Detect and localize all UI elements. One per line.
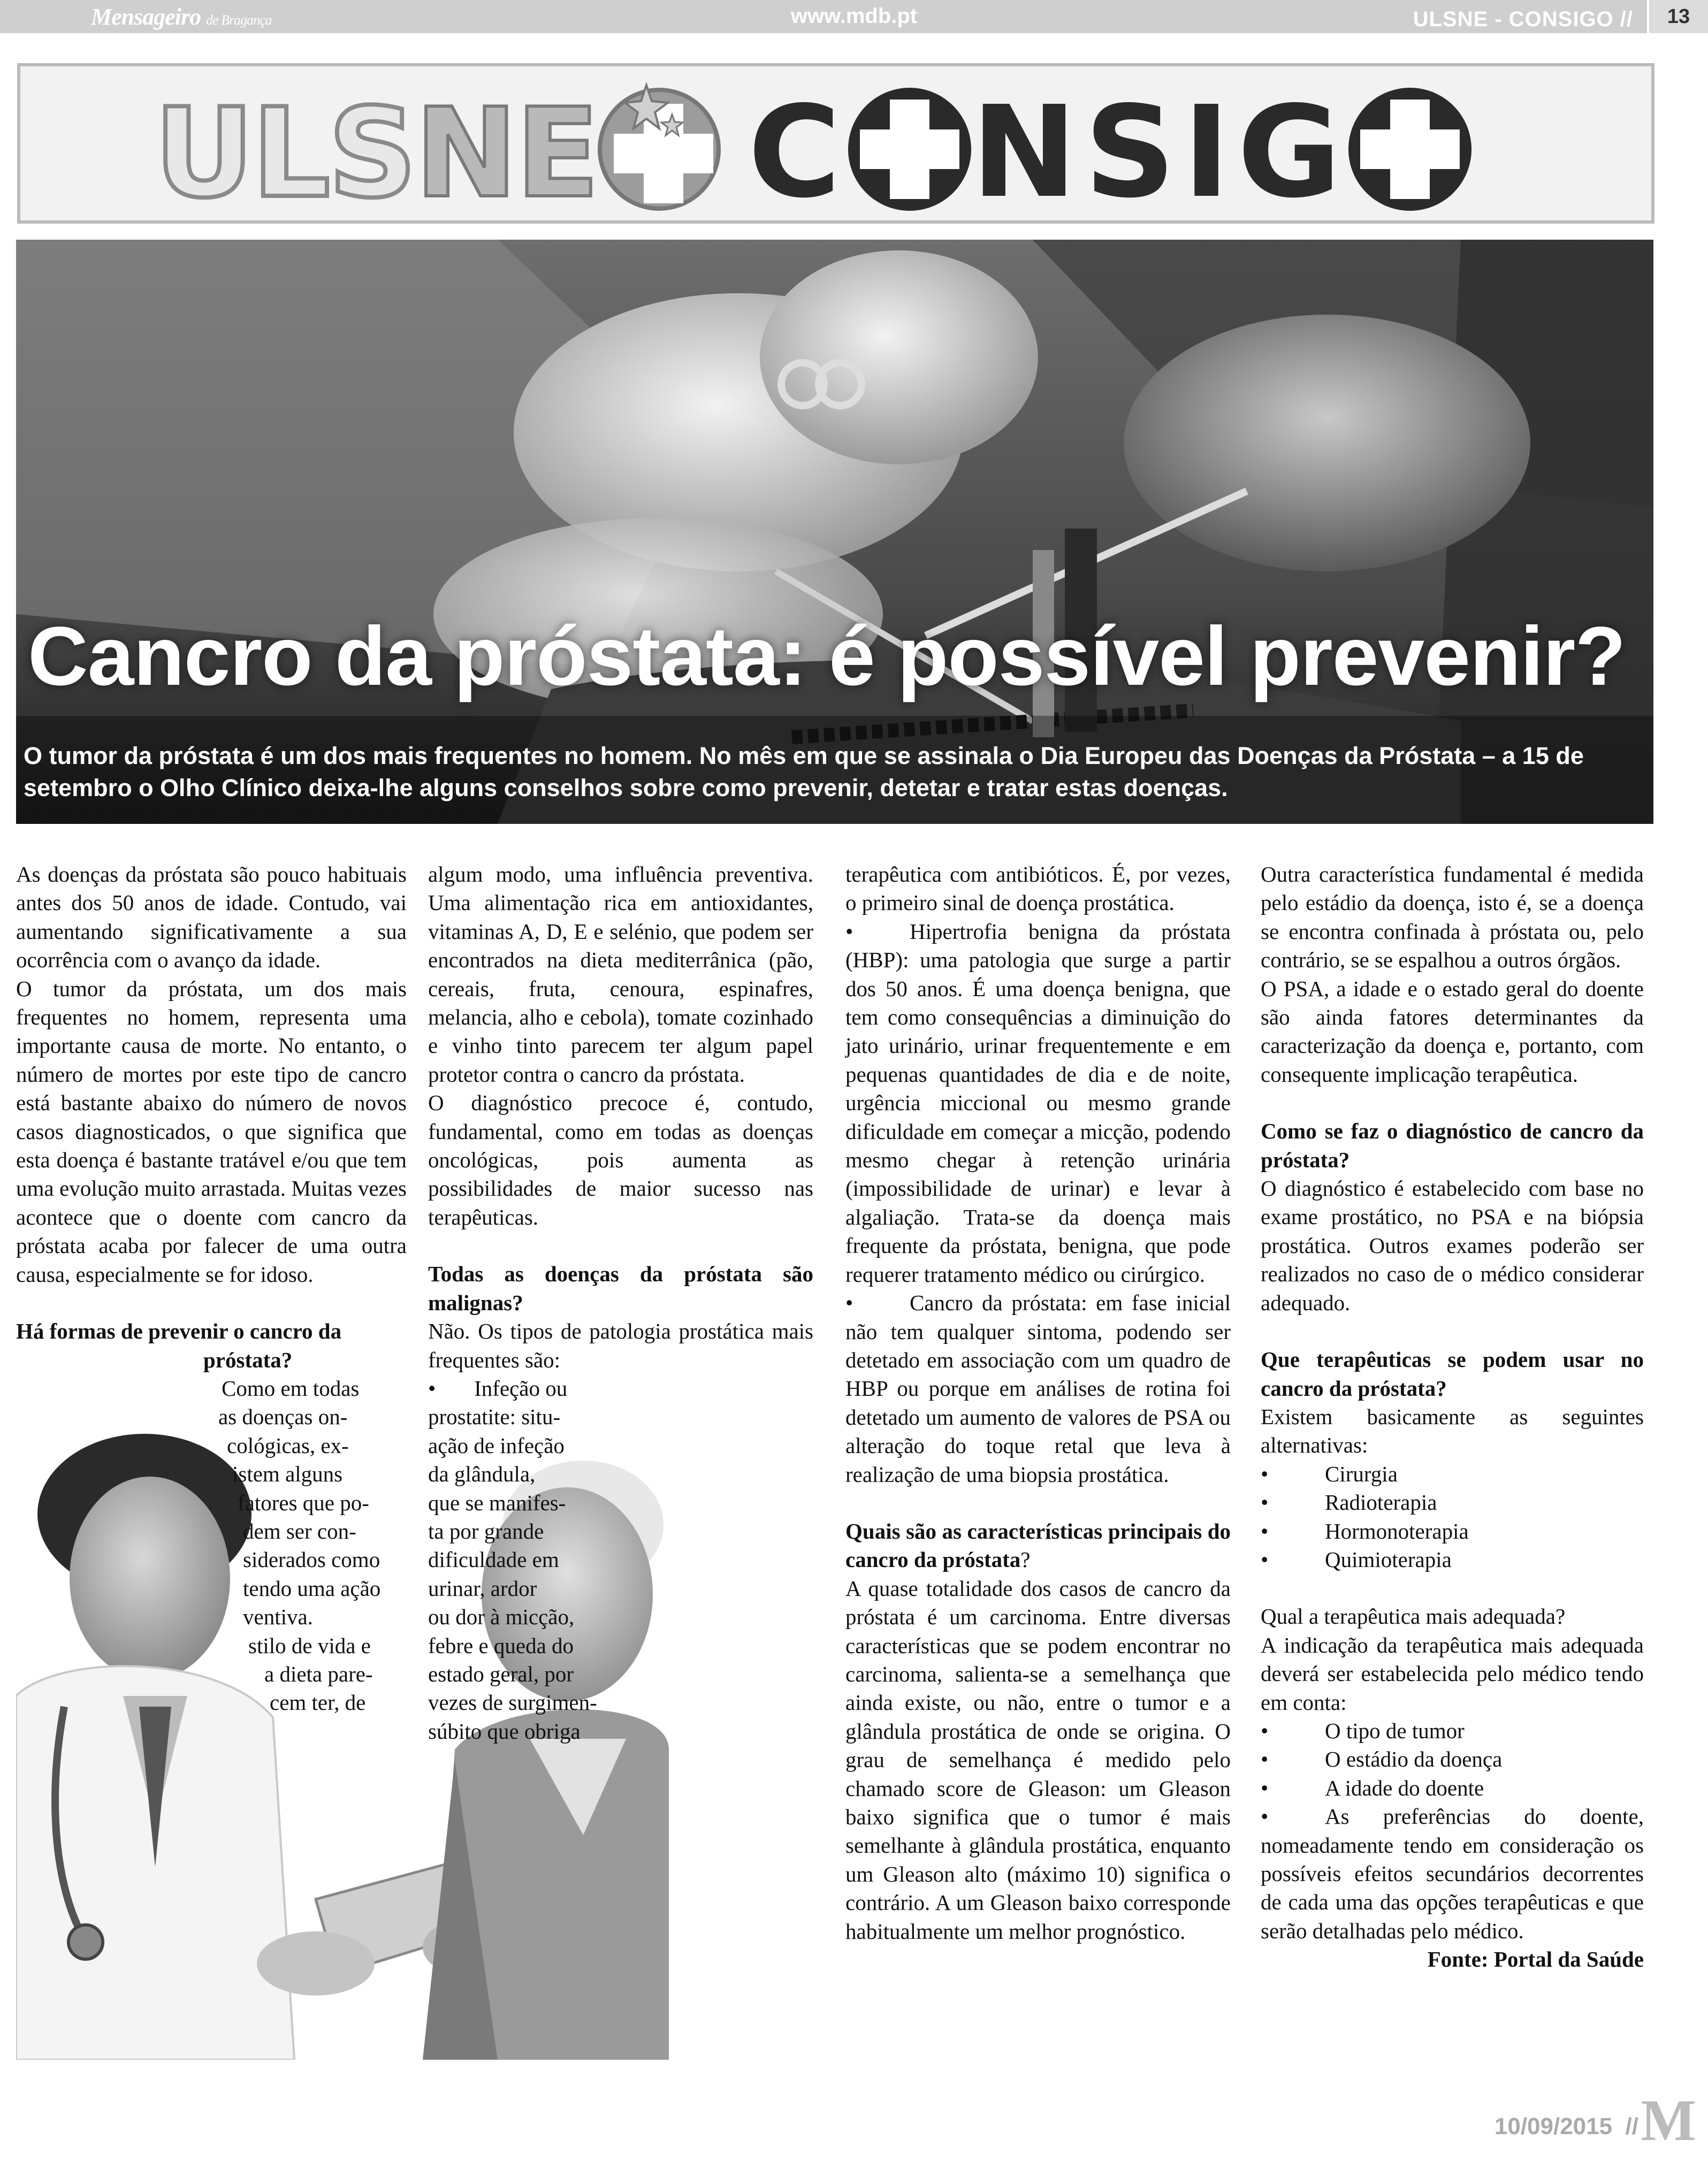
bullet-paragraph: • Hipertrofia benigna da próstata (HBP): uma patologia que surge a partir dos 50 anos. É uma doença benigna, que tem como consequências a diminuição do jato urinário, urinar frequentemente e em pequenas quantidades de dia e de noite, urgência miccional ou mesmo grande dificuldade em começar a micção, podendo mesmo chegar à retenção urinária (impossibilidade de urinar) e levar à algaliação. Trata-se da doença mais frequente da próstata, benigna, que pode requerer tratamento médico ou cirúrgico. — [845, 919, 1231, 1287]
paragraph: Outra característica fundamental é medida pelo estádio da doença, isto é, se a doença se encontra confinada à próstata ou, pelo contrário, se se espalhou a outros órgãos. — [1261, 862, 1644, 973]
paragraph: O diagnóstico é estabelecido com base no exame prostático, no PSA e na biópsia prostática. Outros exames poderão ser realizados no caso de o médico considerar adequado. — [1261, 1176, 1644, 1315]
subheading: Que terapêuticas se podem usar no cancro da próstata? — [1261, 1347, 1644, 1401]
newspaper-logo-letter: M — [1641, 2088, 1696, 2153]
column-1 — [16, 860, 407, 1717]
ulsne-logo: ULSNE — [154, 88, 721, 216]
surgery-photo — [16, 240, 1653, 824]
consigo-logo: C NSIG — [748, 88, 1471, 216]
list-item: • As preferências do doente, nomeadamente tendo em consideração os possíveis efeitos secundários decorrentes de cada uma das opções terapêuticas e que serão detalhadas pelo médico. — [1261, 1804, 1644, 1943]
paragraph: A quase totalidade dos casos de cancro da próstata é um carcinoma. Entre diversas características que se podem encontrar no carcinoma, salienta-se a semelhança que ainda existe, ou não, entre o tumor e a glândula prostática de onde se origina. O grau de semelhança é medido pelo chamado score de Gleason: um Gleason baixo significa que o tumor é mais semelhante à glândula prostática, enquanto um Gleason alto (máximo 10) significa o contrário. A um Gleason baixo corresponde habitualmente um melhor prognóstico. — [845, 1576, 1231, 1944]
criteria-list — [1261, 1717, 1644, 1802]
cross-icon — [848, 88, 971, 211]
issue-date: 10/09/2015 // — [1494, 2113, 1638, 2139]
website-url: www.mdb.pt — [790, 4, 918, 28]
bullet-paragraph: • Cancro da próstata: em fase inicial não tem qualquer sintoma, podendo ser detetado em associação com um quadro de HBP ou porque em análises de rotina foi detetado um aumento de valores de PSA ou alteração do toque retal que leva à realização de uma biopsia prostática. — [845, 1290, 1231, 1487]
article-headline: Cancro da próstata: é possível prevenir? — [28, 610, 1626, 703]
subheading: Quais são as características principais do cancro da próstata? — [845, 1518, 1231, 1572]
paragraph: terapêutica com antibióticos. É, por vezes, o primeiro sinal de doença prostática. — [845, 862, 1231, 915]
column-4 — [1261, 860, 1644, 1974]
page-number: 13 — [1647, 0, 1708, 33]
article-lead: O tumor da próstata é um dos mais frequentes no homem. No mês em que se assinala o Dia Europeu das Doenças da Próstata – a 15 de setembro o Olho Clínico deixa-lhe alguns conselhos sobre como prevenir, detetar e tratar estas doenças. — [24, 742, 1584, 801]
source-credit: Fonte: Portal da Saúde — [1427, 1947, 1644, 1972]
subheading: Todas as doenças da próstata são malignas? — [428, 1262, 813, 1315]
list-item: • O estádio da doença — [1261, 1745, 1644, 1774]
masthead — [17, 63, 1654, 224]
list-item: • O tipo de tumor — [1261, 1717, 1644, 1745]
top-bar — [0, 0, 1708, 33]
cross-icon — [1348, 88, 1471, 211]
paragraph: O PSA, a idade e o estado geral do doente são ainda fatores determinantes da caracterização da doença e, portanto, com consequente implicação terapêutica. — [1261, 976, 1644, 1087]
wrapped-bullet: • Infeção ou prostatite: situ- ação de infeção da glândula, que se manifes- ta por grande dificuldade em urinar, ardor ou dor à micção, febre e queda do estado geral, por vezes de surgimen- súbito que obriga — [428, 1375, 597, 1744]
list-item: • Hormonoterapia — [1261, 1517, 1644, 1546]
paragraph: As doenças da próstata são pouco habituais antes dos 50 anos de idade. Contudo, vai aumentando significativamente a sua ocorrência com o avanço da idade. — [16, 862, 407, 973]
list-item: • Cirurgia — [1261, 1460, 1644, 1488]
star-icon — [625, 82, 684, 141]
hero-image — [16, 240, 1653, 824]
list-item: • Quimioterapia — [1261, 1546, 1644, 1574]
newspaper-brand: Mensageiro de Bragança — [91, 4, 272, 30]
paragraph: algum modo, uma influência preventiva. Uma alimentação rica em antioxidantes, vitaminas A, D, E e selénio, que podem ser encontrados na dieta mediterrânica (pão, cereais, fruta, cenoura, espinafres, melancia, alho e cebola), tomate cozinhado e vinho tinto parecem ter algum papel protetor contra o cancro da próstata. — [428, 862, 813, 1087]
subheading: Há formas de prevenir o cancro da próstata? — [16, 1319, 342, 1372]
column-3 — [845, 860, 1231, 1946]
paragraph: O diagnóstico precoce é, contudo, fundamental, como em todas as doenças oncológicas, pois aumenta as possibilidades de maior sucesso nas terapêuticas. — [428, 1090, 813, 1229]
therapy-list — [1261, 1460, 1644, 1575]
wrapped-paragraph: Como em todas as doenças on- cológicas, ex- istem alguns fatores que po- dem ser con- siderados como tendo uma ação ventiva. stilo de vida e a dieta pare- cem ter, de — [218, 1375, 381, 1715]
paragraph: Existem basicamente as seguintes alternativas: — [1261, 1404, 1644, 1458]
column-2 — [428, 860, 813, 1746]
section-label: ULSNE - CONSIGO // — [1413, 7, 1633, 31]
paragraph: O tumor da próstata, um dos mais frequentes no homem, representa uma importante causa de morte. No entanto, o número de mortes por este tipo de cancro está bastante abaixo do número de novos casos diagnosticados, o que significa que esta doença é bastante tratável e/ou que tem uma evolução muito arrastada. Muitas vezes acontece que o doente com cancro da próstata acaba por falecer de uma outra causa, especialmente se for idoso. — [16, 976, 407, 1287]
paragraph: A indicação da terapêutica mais adequada deverá ser estabelecida pelo médico tendo em conta: — [1261, 1632, 1644, 1715]
question: Qual a terapêutica mais adequada? — [1261, 1604, 1566, 1629]
list-item: • A idade do doente — [1261, 1774, 1644, 1802]
subheading: Como se faz o diagnóstico de cancro da próstata? — [1261, 1119, 1644, 1172]
list-item: • Radioterapia — [1261, 1488, 1644, 1517]
paragraph: Não. Os tipos de patologia prostática mais frequentes são: — [428, 1319, 813, 1372]
